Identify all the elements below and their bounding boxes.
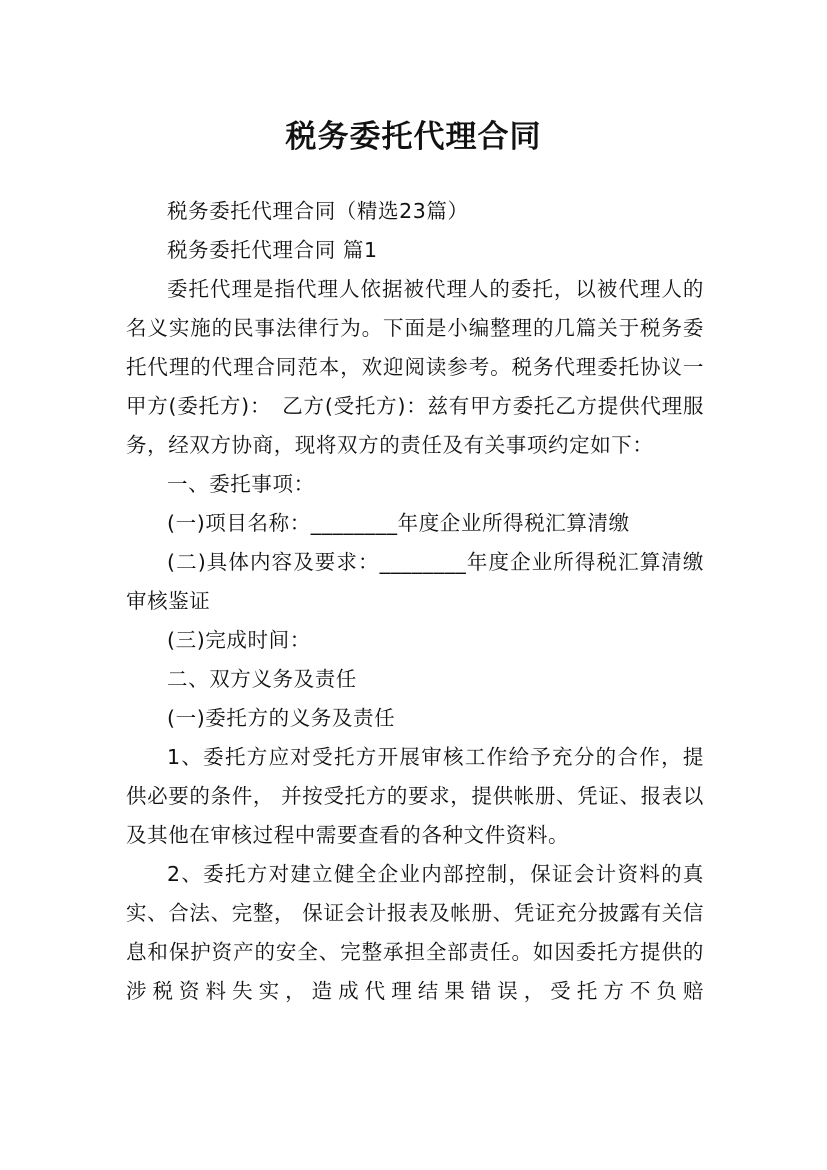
document-body bbox=[126, 192, 704, 1011]
paragraph-section-heading: 税务委托代理合同 篇1 bbox=[167, 238, 378, 262]
paragraph-project-name: (一)项目名称：________年度企业所得税汇算清缴 bbox=[167, 511, 630, 535]
paragraph-client-duties-heading: (一)委托方的义务及责任 bbox=[167, 706, 396, 730]
paragraph-duty-1: 1、委托方应对受托方开展审核工作给予充分的合作，提供必要的条件， 并按受托方的要求，提供帐册、凭证、报表以及其他在审核过程中需要查看的各种文件资料。 bbox=[126, 745, 704, 847]
paragraph-subtitle: 税务委托代理合同（精选23篇） bbox=[167, 199, 469, 223]
paragraph-duty-2: 2、委托方对建立健全企业内部控制，保证会计资料的真实、合法、完整， 保证会计报表及帐册、凭证充分披露有关信息和保护资产的安全、完整承担全部责任。如因委托方提供的涉税资料失实，造成代理结果错误，受托方不负赔 bbox=[126, 862, 704, 1003]
paragraph-clause-heading-2: 二、双方义务及责任 bbox=[167, 667, 357, 691]
paragraph-introduction: 委托代理是指代理人依据被代理人的委托，以被代理人的名义实施的民事法律行为。下面是小编整理的几篇关于税务委托代理的代理合同范本，欢迎阅读参考。税务代理委托协议一甲方(委托方)： 乙方(受托方)：兹有甲方委托乙方提供代理服务，经双方协商，现将双方的责任及有关事项约定如下： bbox=[126, 277, 704, 457]
paragraph-clause-heading-1: 一、委托事项： bbox=[167, 472, 315, 496]
paragraph-content-requirements: (二)具体内容及要求：________年度企业所得税汇算清缴审核鉴证 bbox=[126, 550, 704, 613]
paragraph-completion-time: (三)完成时间： bbox=[167, 628, 311, 652]
document-title: 税务委托代理合同 bbox=[285, 118, 542, 155]
